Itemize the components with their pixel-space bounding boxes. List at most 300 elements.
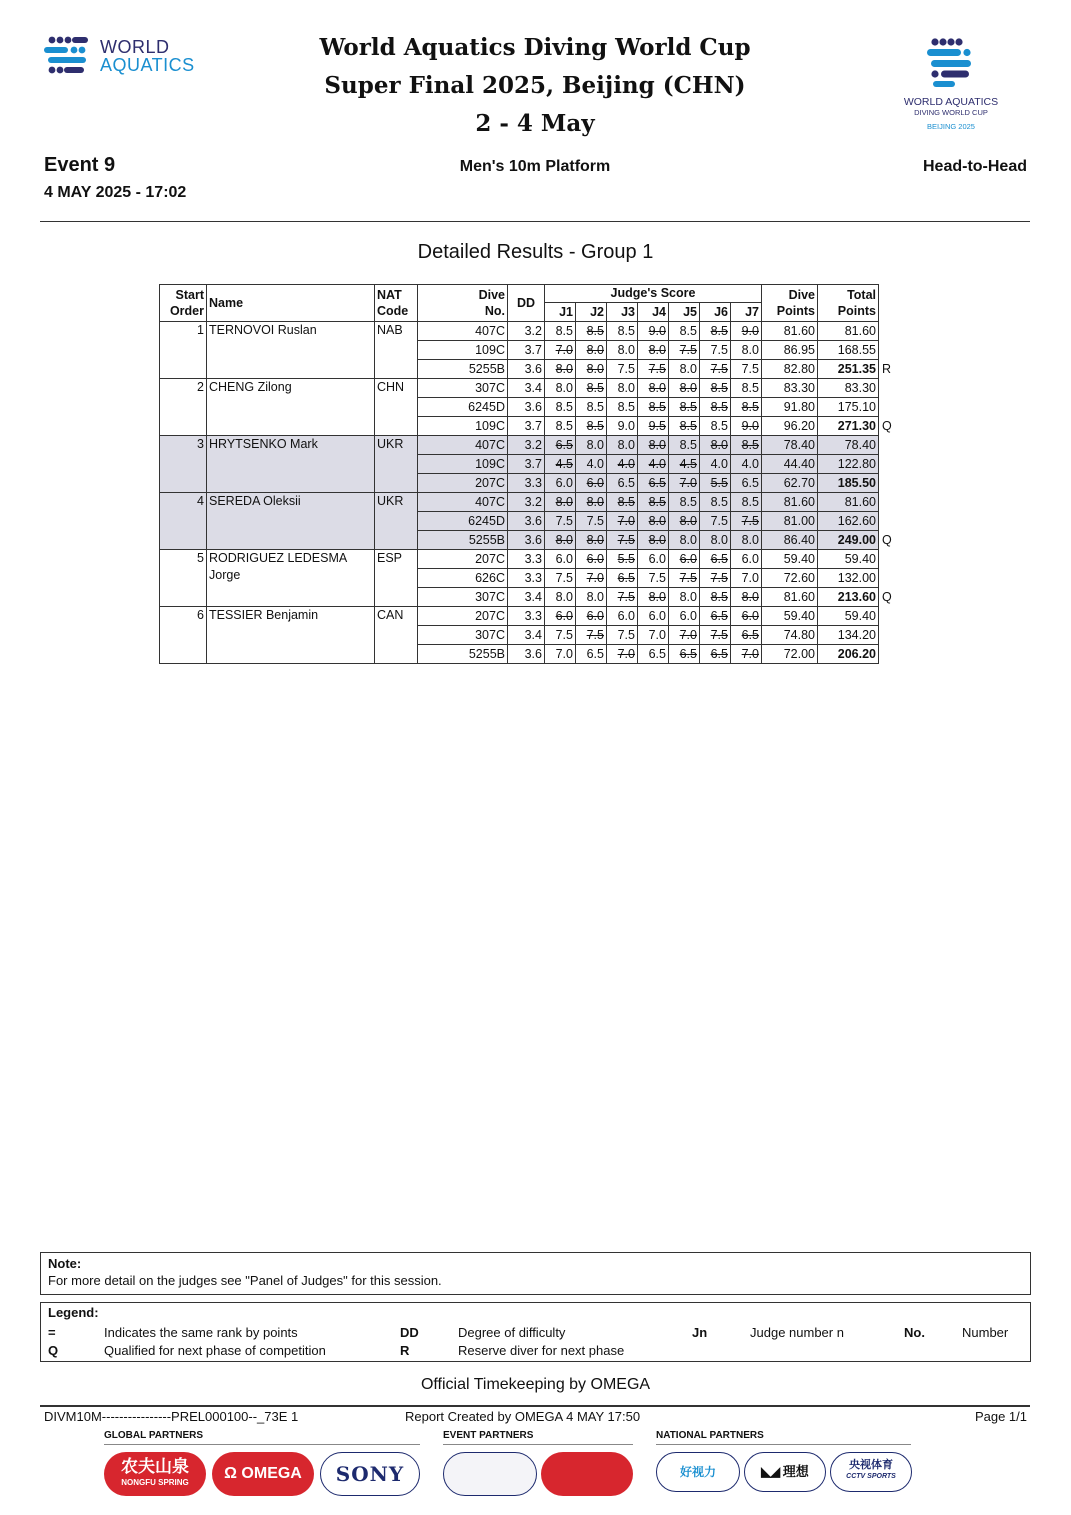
judge-score: 8.5 xyxy=(731,379,762,398)
dive-number: 307C xyxy=(418,626,508,645)
start-order: 4 xyxy=(160,493,207,550)
judge-score: 8.5 xyxy=(669,398,700,417)
judge-score: 7.5 xyxy=(545,512,576,531)
dive-number: 109C xyxy=(418,455,508,474)
dive-points: 72.00 xyxy=(762,645,818,664)
note-box xyxy=(40,1252,1031,1295)
judge-score: 7.0 xyxy=(607,645,638,664)
judge-score: 6.0 xyxy=(576,607,607,626)
dive-points: 72.60 xyxy=(762,569,818,588)
header-judge-7: J7 xyxy=(731,303,762,322)
page-number: Page 1/1 xyxy=(974,1409,1027,1424)
header-judges-score: Judge's Score xyxy=(545,285,762,303)
header-judge-4: J4 xyxy=(638,303,669,322)
judge-score: 6.0 xyxy=(638,550,669,569)
judge-score: 7.0 xyxy=(545,341,576,360)
judge-score: 8.5 xyxy=(700,417,731,436)
degree-of-difficulty: 3.4 xyxy=(508,379,545,398)
athlete-name xyxy=(207,322,375,379)
judge-score: 8.0 xyxy=(576,360,607,379)
note-text: For more detail on the judges see "Panel of Judges" for this session. xyxy=(48,1273,442,1288)
qualification-mark xyxy=(879,398,905,417)
section-title: Detailed Results - Group 1 xyxy=(417,241,654,263)
judge-score: 4.0 xyxy=(700,455,731,474)
discipline: Men's 10m Platform xyxy=(459,158,611,175)
judge-score: 7.5 xyxy=(700,360,731,379)
judge-score: 8.5 xyxy=(576,417,607,436)
degree-of-difficulty: 3.6 xyxy=(508,360,545,379)
athlete-name-line: Jorge xyxy=(209,568,241,582)
total-points: 251.35 xyxy=(818,360,879,379)
total-points: 175.10 xyxy=(818,398,879,417)
athlete-name xyxy=(207,550,375,607)
haoshili-logo: 好视力 xyxy=(656,1452,740,1492)
judge-score: 4.0 xyxy=(576,455,607,474)
dive-points: 59.40 xyxy=(762,607,818,626)
judge-score: 8.0 xyxy=(545,379,576,398)
judge-score: 8.0 xyxy=(638,588,669,607)
judge-score: 8.5 xyxy=(669,436,700,455)
judge-score: 7.5 xyxy=(576,626,607,645)
nat-code: CAN xyxy=(375,607,418,664)
event-logo-line2: DIVING WORLD CUP xyxy=(914,108,988,117)
legend-text-r: Reserve diver for next phase xyxy=(458,1343,625,1358)
legend-box xyxy=(40,1302,1031,1362)
event-number: Event 9 xyxy=(44,154,116,176)
legend-key-jn: Jn xyxy=(692,1325,708,1340)
judge-score: 8.0 xyxy=(545,531,576,550)
dive-points: 81.60 xyxy=(762,493,818,512)
judge-score: 8.0 xyxy=(576,341,607,360)
judge-score: 7.5 xyxy=(638,569,669,588)
judge-score: 8.0 xyxy=(576,588,607,607)
judge-score: 6.0 xyxy=(638,607,669,626)
judge-score: 4.0 xyxy=(607,455,638,474)
judge-score: 7.5 xyxy=(700,341,731,360)
judge-score: 4.0 xyxy=(638,455,669,474)
judge-score: 7.5 xyxy=(576,512,607,531)
dive-number: 207C xyxy=(418,607,508,626)
judge-score: 8.5 xyxy=(607,398,638,417)
degree-of-difficulty: 3.4 xyxy=(508,588,545,607)
judge-score: 8.5 xyxy=(700,588,731,607)
judge-score: 8.5 xyxy=(607,322,638,341)
judge-score: 8.0 xyxy=(669,531,700,550)
qualification-mark xyxy=(879,512,905,531)
start-order: 5 xyxy=(160,550,207,607)
total-points: 81.60 xyxy=(818,493,879,512)
total-points: 59.40 xyxy=(818,550,879,569)
judge-score: 6.0 xyxy=(669,550,700,569)
judge-score: 7.5 xyxy=(700,626,731,645)
degree-of-difficulty: 3.3 xyxy=(508,607,545,626)
report-created: Report Created by OMEGA 4 MAY 17:50 xyxy=(405,1409,641,1424)
judge-score: 6.5 xyxy=(700,550,731,569)
total-points: 78.40 xyxy=(818,436,879,455)
start-order: 2 xyxy=(160,379,207,436)
judge-score: 7.0 xyxy=(669,626,700,645)
judge-score: 8.0 xyxy=(607,436,638,455)
event-partner-2-logo xyxy=(541,1452,633,1496)
judge-score: 6.0 xyxy=(669,607,700,626)
degree-of-difficulty: 3.3 xyxy=(508,550,545,569)
judge-score: 7.5 xyxy=(545,626,576,645)
degree-of-difficulty: 3.6 xyxy=(508,645,545,664)
judge-score: 9.0 xyxy=(607,417,638,436)
judge-score: 4.5 xyxy=(669,455,700,474)
judge-score: 8.0 xyxy=(700,436,731,455)
qualification-mark xyxy=(879,455,905,474)
legend-key-equal: = xyxy=(48,1325,56,1340)
dive-number: 626C xyxy=(418,569,508,588)
dive-number: 6245D xyxy=(418,512,508,531)
judge-score: 6.5 xyxy=(607,569,638,588)
judge-score: 7.0 xyxy=(638,626,669,645)
judge-score: 6.0 xyxy=(545,474,576,493)
header-divider xyxy=(40,221,1030,222)
judge-score: 8.5 xyxy=(669,493,700,512)
judge-score: 9.0 xyxy=(638,322,669,341)
judge-score: 8.0 xyxy=(731,588,762,607)
footer-divider xyxy=(40,1405,1030,1407)
judge-score: 8.5 xyxy=(576,379,607,398)
world-aquatics-logo xyxy=(42,34,222,82)
judge-score: 6.5 xyxy=(638,645,669,664)
world-aquatics-dots-icon xyxy=(42,36,94,78)
start-order: 3 xyxy=(160,436,207,493)
athlete-name xyxy=(207,436,375,493)
dive-points: 81.60 xyxy=(762,588,818,607)
judge-score: 6.0 xyxy=(731,550,762,569)
dive-number: 307C xyxy=(418,588,508,607)
athlete-name-line: SEREDA Oleksii xyxy=(209,494,301,508)
judge-score: 8.5 xyxy=(700,379,731,398)
dive-points: 86.40 xyxy=(762,531,818,550)
dive-number: 5255B xyxy=(418,360,508,379)
event-datetime: 4 MAY 2025 - 17:02 xyxy=(44,184,187,201)
judge-score: 8.5 xyxy=(607,493,638,512)
judge-score: 8.0 xyxy=(545,360,576,379)
judge-score: 8.0 xyxy=(638,436,669,455)
org-line1: WORLD xyxy=(100,37,170,57)
judge-score: 8.0 xyxy=(545,493,576,512)
degree-of-difficulty: 3.6 xyxy=(508,531,545,550)
judge-score: 6.5 xyxy=(731,474,762,493)
legend-key-q: Q xyxy=(48,1343,59,1358)
dive-number: 407C xyxy=(418,322,508,341)
judge-score: 6.0 xyxy=(576,474,607,493)
dive-points: 74.80 xyxy=(762,626,818,645)
judge-score: 8.0 xyxy=(607,341,638,360)
total-points: 59.40 xyxy=(818,607,879,626)
timekeeping: Official Timekeeping by OMEGA xyxy=(420,1376,651,1393)
degree-of-difficulty: 3.2 xyxy=(508,436,545,455)
total-points: 81.60 xyxy=(818,322,879,341)
omega-logo: Ω OMEGA xyxy=(212,1452,314,1496)
judge-score: 8.5 xyxy=(700,398,731,417)
start-order: 6 xyxy=(160,607,207,664)
legend-text-no: Number xyxy=(962,1325,1009,1340)
title-line2: Super Final 2025, Beijing (CHN) xyxy=(324,72,746,99)
dive-points: 91.80 xyxy=(762,398,818,417)
qualification-mark xyxy=(879,550,905,569)
total-points: 122.80 xyxy=(818,455,879,474)
results-table xyxy=(159,284,904,664)
athlete-name-line: TERNOVOI Ruslan xyxy=(209,323,317,337)
qualification-mark xyxy=(879,322,905,341)
legend-text-jn: Judge number n xyxy=(750,1325,844,1340)
total-points: 271.30 xyxy=(818,417,879,436)
degree-of-difficulty: 3.6 xyxy=(508,398,545,417)
qualification-mark: R xyxy=(882,361,892,376)
nongfu-spring-logo: 农夫山泉 NONGFU SPRING xyxy=(104,1452,206,1496)
dive-number: 109C xyxy=(418,417,508,436)
judge-score: 5.5 xyxy=(607,550,638,569)
judge-score: 4.0 xyxy=(731,455,762,474)
judge-score: 8.0 xyxy=(669,588,700,607)
judge-score: 8.5 xyxy=(638,493,669,512)
header-dive-points: Dive Points xyxy=(762,285,818,322)
judge-score: 4.5 xyxy=(545,455,576,474)
athlete-name-line: RODRIGUEZ LEDESMA xyxy=(209,551,348,565)
header-name: Name xyxy=(207,285,375,322)
degree-of-difficulty: 3.7 xyxy=(508,341,545,360)
qualification-mark xyxy=(879,626,905,645)
event-partners-line xyxy=(443,1444,633,1445)
judge-score: 9.0 xyxy=(731,417,762,436)
org-line2: AQUATICS xyxy=(100,55,195,75)
total-points: 162.60 xyxy=(818,512,879,531)
cctv-sports-logo: 央视体育 CCTV SPORTS xyxy=(830,1452,912,1492)
judge-score: 6.5 xyxy=(576,645,607,664)
header-start-order: Start Order xyxy=(160,285,207,322)
start-order: 1 xyxy=(160,322,207,379)
judge-score: 7.5 xyxy=(700,569,731,588)
report-code: DIVM10M----------------PREL000100--_73E 1 xyxy=(44,1409,299,1424)
header-dive-no: Dive No. xyxy=(418,285,508,322)
judge-score: 7.0 xyxy=(669,474,700,493)
judge-score: 7.5 xyxy=(669,341,700,360)
judge-score: 8.0 xyxy=(731,531,762,550)
event-partners-label: EVENT PARTNERS xyxy=(443,1430,534,1441)
judge-score: 8.5 xyxy=(669,322,700,341)
competition-format: Head-to-Head xyxy=(922,158,1027,175)
total-points: 132.00 xyxy=(818,569,879,588)
dive-points: 86.95 xyxy=(762,341,818,360)
header-judge-5: J5 xyxy=(669,303,700,322)
judge-score: 7.0 xyxy=(731,569,762,588)
global-partners-label: GLOBAL PARTNERS xyxy=(104,1430,204,1441)
dive-number: 207C xyxy=(418,474,508,493)
dive-points: 83.30 xyxy=(762,379,818,398)
judge-score: 6.5 xyxy=(700,607,731,626)
dive-number: 307C xyxy=(418,379,508,398)
judge-score: 6.0 xyxy=(576,550,607,569)
judge-score: 7.5 xyxy=(607,360,638,379)
degree-of-difficulty: 3.7 xyxy=(508,417,545,436)
judge-score: 6.0 xyxy=(545,550,576,569)
nat-code: ESP xyxy=(375,550,418,607)
header-nat: NAT Code xyxy=(375,285,418,322)
judge-score: 8.0 xyxy=(731,341,762,360)
judge-score: 8.0 xyxy=(607,379,638,398)
degree-of-difficulty: 3.3 xyxy=(508,474,545,493)
athlete-name-line: CHENG Zilong xyxy=(209,380,292,394)
dive-number: 207C xyxy=(418,550,508,569)
qualification-mark: Q xyxy=(882,589,892,604)
judge-score: 9.0 xyxy=(731,322,762,341)
nat-code: CHN xyxy=(375,379,418,436)
qualification-mark: Q xyxy=(882,532,892,547)
judge-score: 8.5 xyxy=(638,398,669,417)
dive-number: 109C xyxy=(418,341,508,360)
qualification-mark xyxy=(879,474,905,493)
event-logo xyxy=(890,36,1012,132)
legend-key-no: No. xyxy=(904,1325,925,1340)
judge-score: 6.5 xyxy=(731,626,762,645)
judge-score: 8.5 xyxy=(731,493,762,512)
judge-score: 7.5 xyxy=(607,588,638,607)
judge-score: 8.0 xyxy=(669,512,700,531)
qualification-mark xyxy=(879,341,905,360)
judge-score: 7.0 xyxy=(545,645,576,664)
judge-score: 7.0 xyxy=(607,512,638,531)
judge-score: 7.5 xyxy=(731,512,762,531)
dive-number: 5255B xyxy=(418,531,508,550)
dive-points: 96.20 xyxy=(762,417,818,436)
judge-score: 7.5 xyxy=(545,569,576,588)
table-row xyxy=(160,493,905,512)
degree-of-difficulty: 3.6 xyxy=(508,512,545,531)
athlete-name xyxy=(207,493,375,550)
legend-text-equal: Indicates the same rank by points xyxy=(104,1325,298,1340)
judge-score: 8.5 xyxy=(731,436,762,455)
dive-number: 5255B xyxy=(418,645,508,664)
judge-score: 7.5 xyxy=(638,360,669,379)
global-partners-line xyxy=(104,1444,420,1445)
legend-key-r: R xyxy=(400,1343,410,1358)
judge-score: 8.5 xyxy=(576,322,607,341)
judge-score: 6.5 xyxy=(607,474,638,493)
judge-score: 8.0 xyxy=(669,360,700,379)
total-points: 206.20 xyxy=(818,645,879,664)
nat-code: UKR xyxy=(375,493,418,550)
judge-score: 7.5 xyxy=(731,360,762,379)
title-line3: 2 - 4 May xyxy=(475,110,595,137)
event-logo-line3: BEIJING 2025 xyxy=(927,122,975,131)
judge-score: 8.5 xyxy=(700,493,731,512)
judge-score: 8.0 xyxy=(669,379,700,398)
qualification-mark xyxy=(879,379,905,398)
title-line1: World Aquatics Diving World Cup xyxy=(319,34,751,61)
judge-score: 8.0 xyxy=(638,512,669,531)
dive-points: 78.40 xyxy=(762,436,818,455)
judge-score: 8.5 xyxy=(700,322,731,341)
event-partner-1-logo xyxy=(443,1452,537,1496)
header-judge-6: J6 xyxy=(700,303,731,322)
judge-score: 6.0 xyxy=(731,607,762,626)
national-partners-label: NATIONAL PARTNERS xyxy=(656,1430,764,1441)
judge-score: 7.5 xyxy=(700,512,731,531)
nat-code: UKR xyxy=(375,436,418,493)
judge-score: 8.0 xyxy=(545,588,576,607)
judge-score: 7.0 xyxy=(731,645,762,664)
qualification-mark xyxy=(879,436,905,455)
judge-score: 8.0 xyxy=(700,531,731,550)
judge-score: 8.5 xyxy=(545,417,576,436)
header-judge-1: J1 xyxy=(545,303,576,322)
judge-score: 6.5 xyxy=(545,436,576,455)
judge-score: 8.0 xyxy=(576,436,607,455)
legend-text-dd: Degree of difficulty xyxy=(458,1325,566,1340)
degree-of-difficulty: 3.7 xyxy=(508,455,545,474)
table-row xyxy=(160,436,905,455)
judge-score: 7.5 xyxy=(607,531,638,550)
qualification-mark xyxy=(879,569,905,588)
dive-number: 407C xyxy=(418,493,508,512)
dive-points: 62.70 xyxy=(762,474,818,493)
table-row xyxy=(160,322,905,341)
judge-score: 6.5 xyxy=(669,645,700,664)
judge-score: 8.0 xyxy=(638,531,669,550)
total-points: 83.30 xyxy=(818,379,879,398)
total-points: 134.20 xyxy=(818,626,879,645)
header-judge-2: J2 xyxy=(576,303,607,322)
judge-score: 8.5 xyxy=(545,322,576,341)
judge-score: 7.0 xyxy=(576,569,607,588)
dive-points: 81.00 xyxy=(762,512,818,531)
judge-score: 6.5 xyxy=(638,474,669,493)
national-partners-line xyxy=(656,1444,911,1445)
athlete-name-line: HRYTSENKO Mark xyxy=(209,437,318,451)
lixiang-logo: ◣◢ 理想 xyxy=(744,1452,826,1492)
qualification-mark: Q xyxy=(882,418,892,433)
judge-score: 5.5 xyxy=(700,474,731,493)
total-points: 185.50 xyxy=(818,474,879,493)
table-row xyxy=(160,607,905,626)
header-judge-3: J3 xyxy=(607,303,638,322)
judge-score: 9.5 xyxy=(638,417,669,436)
legend-text-q: Qualified for next phase of competition xyxy=(104,1343,326,1358)
total-points: 213.60 xyxy=(818,588,879,607)
legend-key-dd: DD xyxy=(400,1325,419,1340)
judge-score: 8.5 xyxy=(576,398,607,417)
lixiang-mark-icon: ◣◢ xyxy=(761,1464,780,1479)
degree-of-difficulty: 3.4 xyxy=(508,626,545,645)
qualification-mark xyxy=(879,607,905,626)
dive-points: 44.40 xyxy=(762,455,818,474)
nat-code: NAB xyxy=(375,322,418,379)
dive-points: 82.80 xyxy=(762,360,818,379)
judge-score: 7.5 xyxy=(607,626,638,645)
dive-number: 6245D xyxy=(418,398,508,417)
judge-score: 8.0 xyxy=(576,531,607,550)
qualification-mark xyxy=(879,493,905,512)
athlete-name xyxy=(207,379,375,436)
degree-of-difficulty: 3.2 xyxy=(508,493,545,512)
dive-points: 81.60 xyxy=(762,322,818,341)
dive-number: 407C xyxy=(418,436,508,455)
event-logo-dots-icon xyxy=(921,36,981,92)
judge-score: 8.0 xyxy=(638,341,669,360)
note-heading: Note: xyxy=(48,1256,82,1271)
athlete-name xyxy=(207,607,375,664)
judge-score: 6.5 xyxy=(700,645,731,664)
judge-score: 7.5 xyxy=(669,569,700,588)
table-row xyxy=(160,550,905,569)
judge-score: 8.0 xyxy=(576,493,607,512)
degree-of-difficulty: 3.2 xyxy=(508,322,545,341)
